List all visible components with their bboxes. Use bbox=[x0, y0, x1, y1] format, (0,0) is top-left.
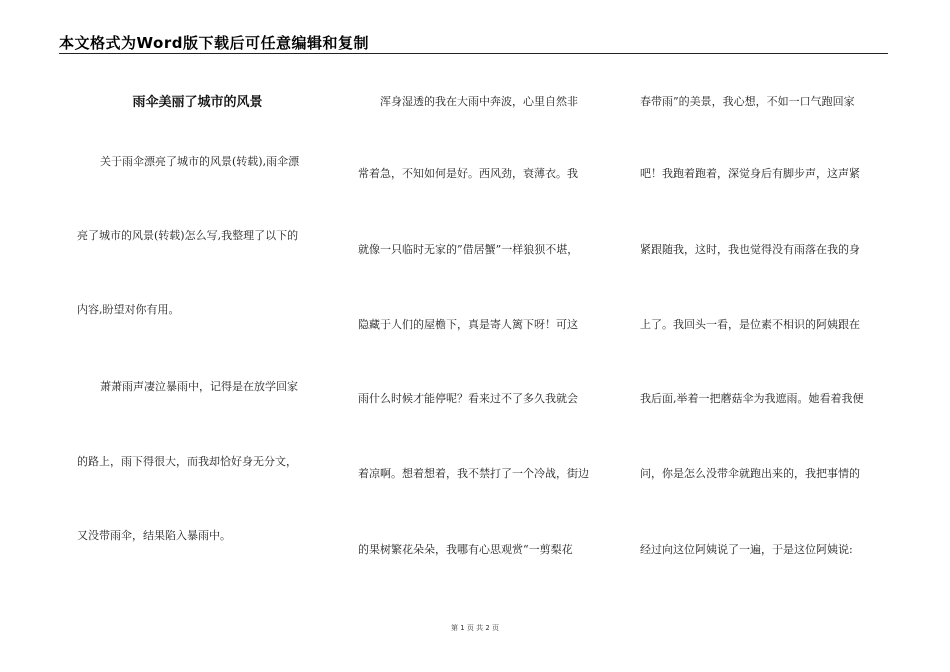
body-line: 吧！我跑着跑着，深觉身后有脚步声，这声紧 bbox=[640, 167, 860, 180]
body-line: 常着急，不知如何是好。西风劲，衰薄衣。我 bbox=[358, 167, 578, 180]
body-line: 萧萧雨声凄泣暴雨中，记得是在放学回家 bbox=[100, 380, 298, 393]
body-line: 就像一只临时无家的”借居蟹”一样狼狈不堪， bbox=[358, 243, 579, 256]
body-line: 隐藏于人们的屋檐下，真是寄人篱下呀！可这 bbox=[358, 318, 578, 331]
body-line: 的路上，雨下得很大，而我却恰好身无分文， bbox=[77, 455, 297, 468]
body-line: 问，你是怎么没带伞就跑出来的，我把事情的 bbox=[640, 467, 860, 480]
body-line: 雨什么时候才能停呢？看来过不了多久我就会 bbox=[358, 392, 578, 405]
body-line: 紧跟随我，这时，我也觉得没有雨落在我的身 bbox=[640, 243, 860, 256]
body-line: 又没带雨伞，结果陷入暴雨中。 bbox=[77, 529, 231, 542]
article-title: 雨伞美丽了城市的风景 bbox=[132, 95, 263, 110]
body-line: 我后面,举着一把蘑菇伞为我遮雨。她看着我便 bbox=[640, 392, 864, 405]
body-line: 关于雨伞漂亮了城市的风景(转载),雨伞漂 bbox=[100, 155, 300, 168]
body-line: 春带雨”的美景，我心想，不如一口气跑回家 bbox=[640, 95, 855, 108]
document-header: 本文格式为Word版下载后可任意编辑和复制 bbox=[59, 34, 369, 52]
body-line: 经过向这位阿姨说了一遍，于是这位阿姨说: bbox=[640, 543, 853, 556]
body-line: 浑身湿透的我在大雨中奔波，心里自然非 bbox=[380, 95, 578, 108]
page-number: 第 1 页 共 2 页 bbox=[450, 624, 500, 632]
body-line: 着凉啊。想着想着，我不禁打了一个冷战，街边 bbox=[358, 467, 589, 480]
body-line: 的果树繁花朵朵，我哪有心思观赏“一剪梨花 bbox=[358, 543, 573, 556]
header-divider bbox=[59, 53, 888, 54]
body-line: 上了。我回头一看，是位素不相识的阿姨跟在 bbox=[640, 318, 860, 331]
body-line: 内容,盼望对你有用。 bbox=[77, 303, 180, 316]
body-line: 亮了城市的风景(转载)怎么写,我整理了以下的 bbox=[77, 229, 299, 242]
